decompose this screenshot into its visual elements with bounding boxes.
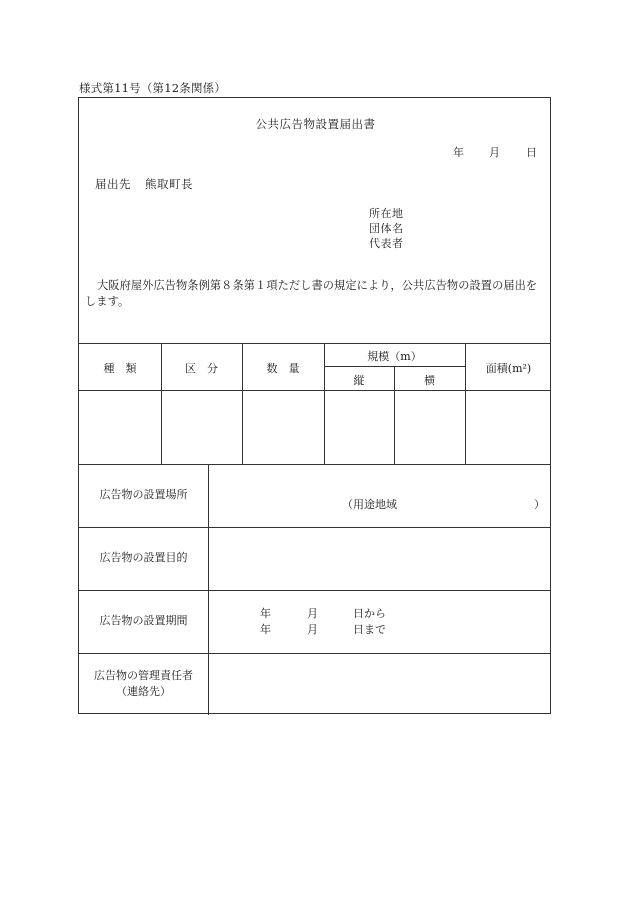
- header-type: 種 類: [103, 362, 137, 375]
- period-to-day: 日まで: [353, 623, 386, 636]
- form-title: 公共広告物設置届出書: [255, 117, 376, 131]
- recipient-line: [95, 176, 193, 192]
- header-area: 面積(m²): [485, 362, 532, 375]
- date-month-label: 月: [489, 146, 500, 159]
- header-quantity: 数 量: [266, 362, 300, 375]
- location-row-bottom-rule: [79, 527, 550, 528]
- period-row-bottom-rule: [79, 653, 550, 654]
- period-label: 広告物の設置期間: [99, 614, 188, 627]
- applicant-org-label: 団体名: [369, 222, 404, 235]
- date-day-label: 日: [526, 146, 537, 159]
- manager-label: [79, 668, 208, 700]
- purpose-row-bottom-rule: [79, 590, 550, 591]
- recipient-label: 届出先: [95, 177, 131, 191]
- header-vertical: 縦: [353, 374, 365, 387]
- manager-label-line1: 広告物の管理責任者: [94, 669, 193, 682]
- form-frame: [78, 97, 551, 714]
- period-from-day: 日から: [353, 607, 386, 620]
- purpose-label: 広告物の設置目的: [99, 551, 188, 564]
- data-row-bottom-rule: [79, 464, 550, 465]
- manager-label-line2: （連絡先）: [116, 685, 171, 698]
- detail-label-divider: [208, 464, 209, 715]
- declaration-statement: 大阪府屋外広告物条例第８条第１項ただし書の規定により，公共広告物の設置の届出をします。: [85, 279, 538, 308]
- table-top-rule: [79, 343, 550, 344]
- applicant-address-label: 所在地: [369, 207, 404, 220]
- recipient-name: 熊取町長: [145, 177, 193, 191]
- zone-close-label: ）: [534, 498, 545, 511]
- period-to-year: 年: [260, 623, 271, 636]
- applicant-rep-label: 代表者: [369, 237, 404, 250]
- period-to-month: 月: [307, 623, 318, 636]
- period-from-month: 月: [307, 607, 318, 620]
- header-division: 区 分: [185, 362, 218, 375]
- zone-open-label: （用途地域: [342, 498, 397, 511]
- period-from-year: 年: [260, 607, 271, 620]
- form-number-label: 様式第11号（第12条関係）: [79, 81, 227, 95]
- header-bottom-rule: [79, 390, 550, 391]
- date-year-label: 年: [453, 146, 464, 159]
- header-scale: 規模（m）: [367, 350, 422, 363]
- location-label: 広告物の設置場所: [99, 488, 188, 501]
- header-horizontal: 横: [424, 374, 435, 387]
